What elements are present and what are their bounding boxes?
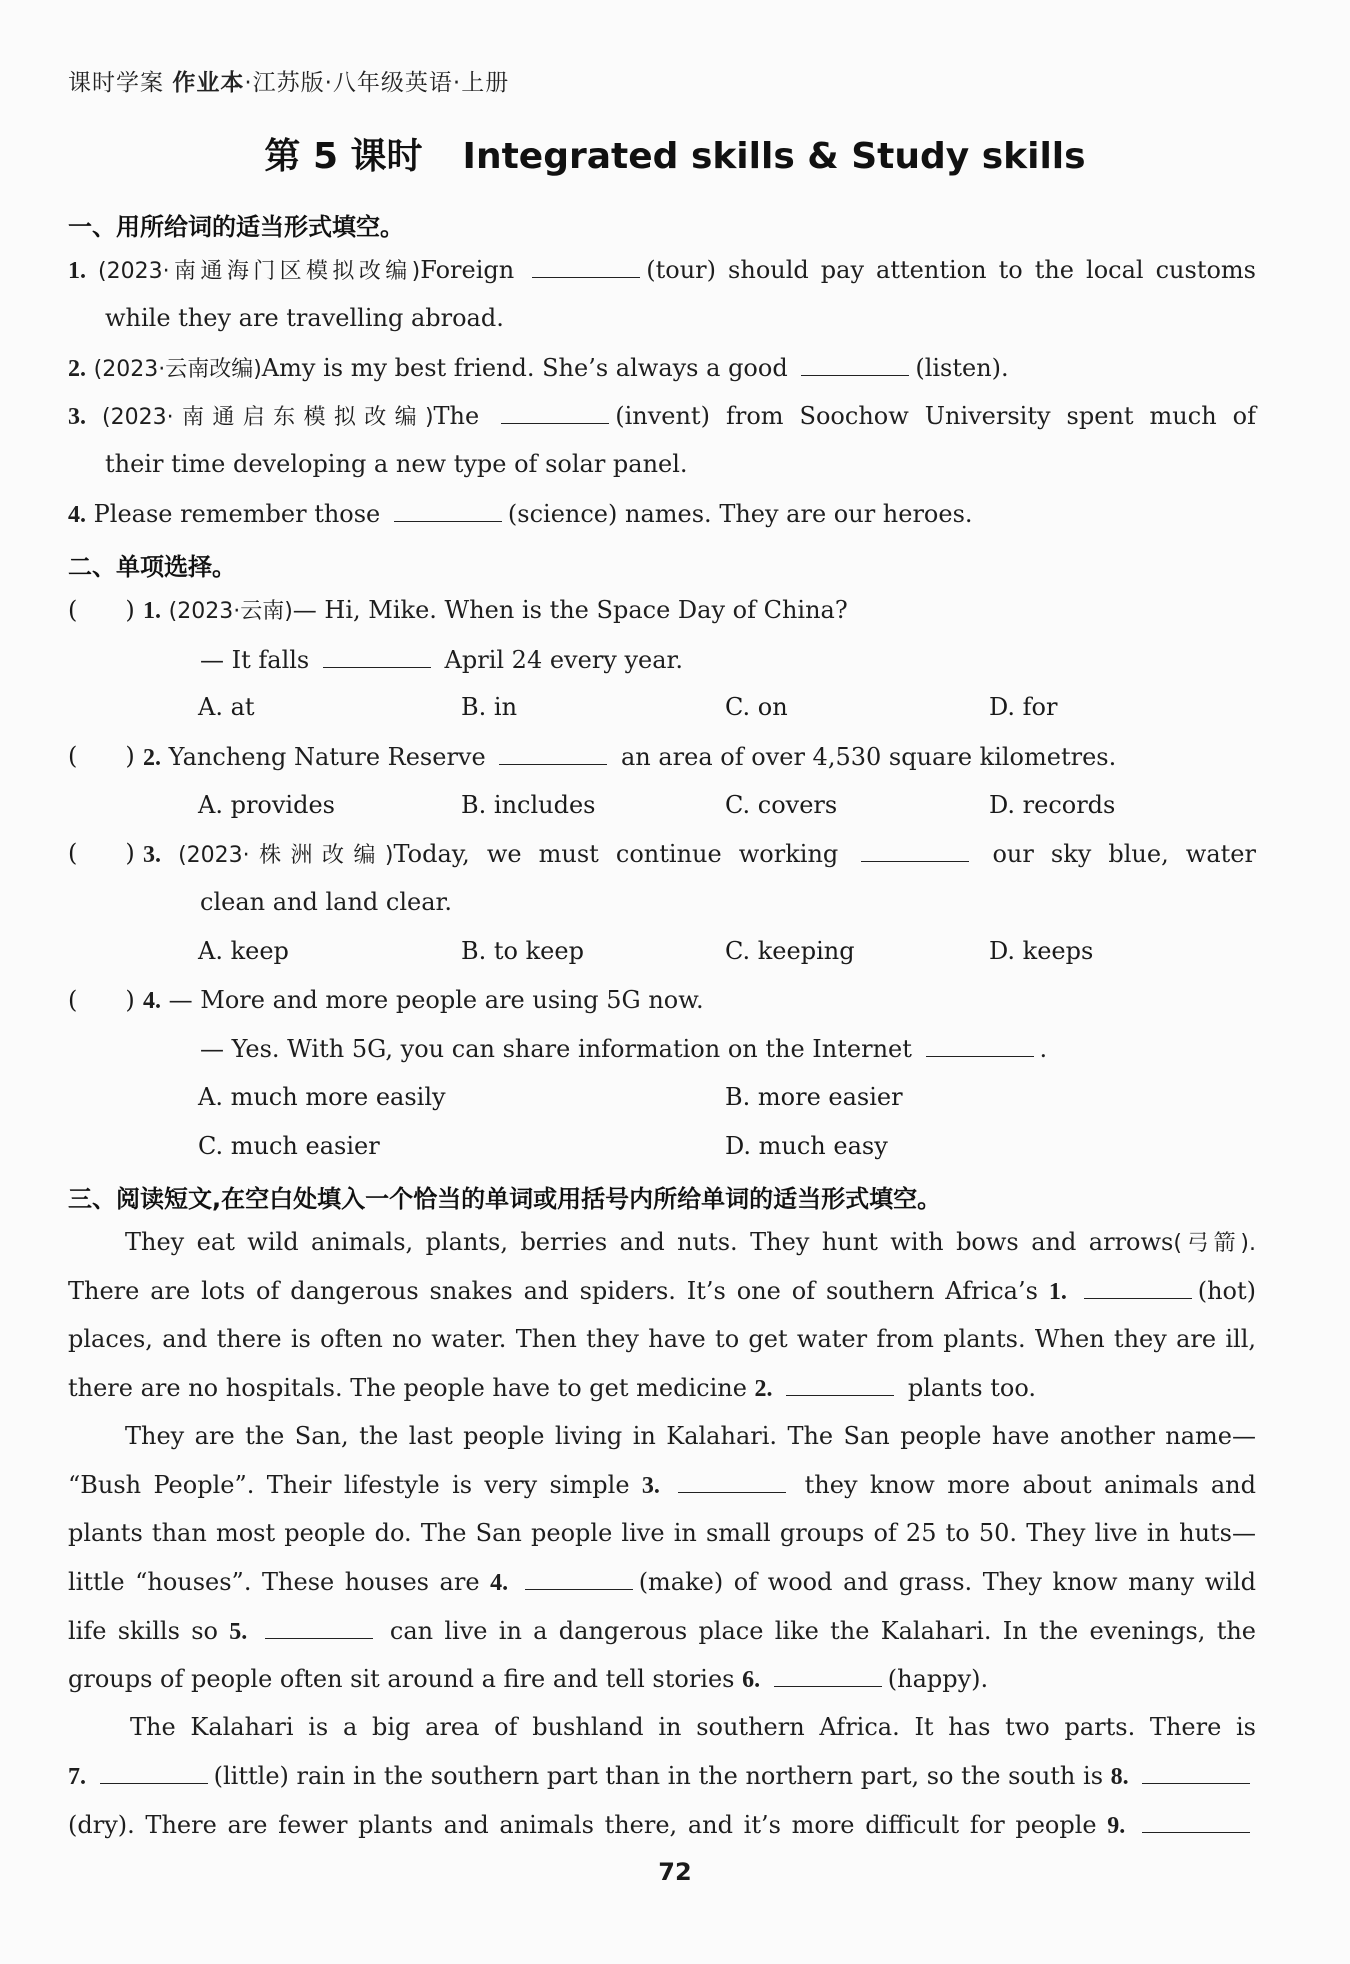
answer-blank[interactable] xyxy=(926,1032,1034,1057)
option-d: D. for xyxy=(989,693,1058,721)
s2-q4-line2: — Yes. With 5G, you can share information on the Internet . xyxy=(200,1032,1047,1065)
option-a: A. provides xyxy=(198,791,335,819)
answer-blank[interactable] xyxy=(525,1565,633,1590)
passage-line: 7. (little) rain in the southern part than in the northern part, so the south is 8. xyxy=(68,1759,1256,1793)
answer-blank[interactable] xyxy=(501,399,609,424)
section-2-heading: 二、单项选择。 xyxy=(68,553,236,581)
answer-bracket[interactable]: ( ) xyxy=(68,986,135,1014)
answer-blank[interactable] xyxy=(1084,1274,1192,1299)
s2-q3-line2: clean and land clear. xyxy=(200,888,452,916)
s1-q1-line2: while they are travelling abroad. xyxy=(105,304,504,332)
s2-q3-line1: 3. (2023·株洲改编)Today, we must continue working our sky blue, water xyxy=(143,837,1256,872)
answer-blank[interactable] xyxy=(861,837,969,862)
s2-q4-line1: 4. — More and more people are using 5G now. xyxy=(143,986,704,1014)
s2-q1-line1: 1. (2023·云南)— Hi, Mike. When is the Space Day of China? xyxy=(143,596,848,624)
passage-line: (dry). There are fewer plants and animals there, and it’s more difficult for people 9. xyxy=(68,1808,1256,1842)
answer-blank[interactable] xyxy=(1142,1759,1250,1784)
passage-line: The Kalahari is a big area of bushland in southern Africa. It has two parts. There is xyxy=(130,1713,1256,1741)
lesson-title-en: Integrated skills & Study skills xyxy=(462,136,1086,177)
answer-blank[interactable] xyxy=(499,740,607,765)
s1-q3-line1: 3. (2023·南通启东模拟改编)The (invent) from Soochow University spent much of xyxy=(68,399,1256,434)
answer-blank[interactable] xyxy=(265,1614,373,1639)
answer-blank[interactable] xyxy=(1142,1808,1250,1833)
passage-line: little “houses”. These houses are 4. (make) of wood and grass. They know many wild xyxy=(68,1565,1256,1599)
option-b: B. in xyxy=(461,693,518,721)
passage-line: They eat wild animals, plants, berries and nuts. They hunt with bows and arrows(弓箭). xyxy=(125,1228,1256,1256)
s2-q2-line1: 2. Yancheng Nature Reserve an area of over 4,530 square kilometres. xyxy=(143,740,1116,774)
passage-line: life skills so 5. can live in a dangerous place like the Kalahari. In the evenings, the xyxy=(68,1614,1256,1648)
option-b: B. to keep xyxy=(461,937,584,965)
page-number: 72 xyxy=(658,1858,692,1886)
answer-blank[interactable] xyxy=(532,253,640,278)
option-d: D. keeps xyxy=(989,937,1094,965)
s1-q1-line1: 1. (2023·南通海门区模拟改编)Foreign (tour) should pay attention to the local customs xyxy=(68,253,1256,288)
answer-blank[interactable] xyxy=(801,351,909,376)
passage-line: They are the San, the last people living in Kalahari. The San people have another name— xyxy=(125,1422,1256,1450)
option-d: D. much easy xyxy=(725,1132,888,1160)
option-b: B. includes xyxy=(461,791,596,819)
book-header: 课时学案 作业本·江苏版·八年级英语·上册 xyxy=(68,70,510,96)
passage-line: plants than most people do. The San people live in small groups of 25 to 50. They live in huts— xyxy=(68,1519,1256,1547)
passage-line: groups of people often sit around a fire and tell stories 6. (happy). xyxy=(68,1662,988,1696)
option-b: B. more easier xyxy=(725,1083,903,1111)
option-d: D. records xyxy=(989,791,1116,819)
lesson-title-cn: 第 5 课时 xyxy=(264,136,423,177)
answer-blank[interactable] xyxy=(394,497,502,522)
answer-blank[interactable] xyxy=(100,1759,208,1784)
section-1-heading: 一、用所给词的适当形式填空。 xyxy=(68,213,404,241)
option-c: C. on xyxy=(725,693,788,721)
option-c: C. much easier xyxy=(198,1132,380,1160)
answer-bracket[interactable]: ( ) xyxy=(68,839,135,867)
answer-blank[interactable] xyxy=(774,1662,882,1687)
option-a: A. much more easily xyxy=(198,1083,446,1111)
passage-line: places, and there is often no water. Then they have to get water from plants. When they are ill, xyxy=(68,1325,1256,1353)
answer-bracket[interactable]: ( ) xyxy=(68,742,135,770)
answer-bracket[interactable]: ( ) xyxy=(68,596,135,624)
option-c: C. covers xyxy=(725,791,838,819)
s1-q3-line2: their time developing a new type of solar panel. xyxy=(105,450,688,478)
s1-q2: 2. (2023·云南改编)Amy is my best friend. She’s always a good (listen). xyxy=(68,351,1009,386)
option-c: C. keeping xyxy=(725,937,855,965)
option-a: A. keep xyxy=(198,937,289,965)
passage-line: “Bush People”. Their lifestyle is very simple 3. they know more about animals and xyxy=(68,1468,1256,1502)
passage-line: There are lots of dangerous snakes and spiders. It’s one of southern Africa’s 1. (hot) xyxy=(68,1274,1256,1308)
answer-blank[interactable] xyxy=(678,1468,786,1493)
answer-blank[interactable] xyxy=(323,643,431,668)
passage-line: there are no hospitals. The people have to get medicine 2. plants too. xyxy=(68,1371,1036,1405)
section-3-heading: 三、阅读短文,在空白处填入一个恰当的单词或用括号内所给单词的适当形式填空。 xyxy=(68,1185,942,1213)
option-a: A. at xyxy=(198,693,255,721)
lesson-title xyxy=(0,128,1350,179)
s2-q1-line2: — It falls April 24 every year. xyxy=(200,643,683,676)
answer-blank[interactable] xyxy=(786,1371,894,1396)
s1-q4: 4. Please remember those (science) names. They are our heroes. xyxy=(68,497,973,531)
